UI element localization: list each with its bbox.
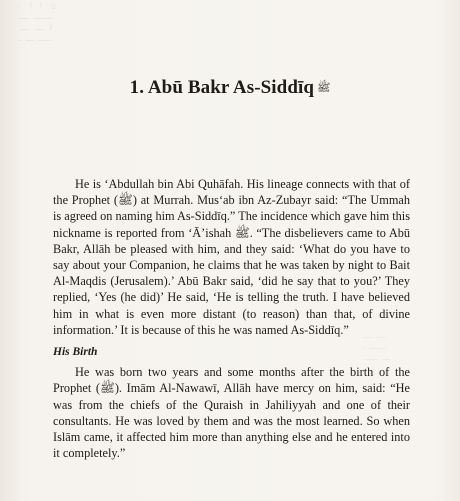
- intro-paragraph: He is ‘Abdullah bin Abi Quhāfah. His lineage connects with that of the Prophet (ﷺ) at Murrah. Mus‘ab ibn Az-Zubayr said: “The Ummah is agreed on naming him As-Siddīq.” The incidence which gave him this nickname is reported from ‘Ā’ishah ﷺ. “The disbelievers came to Abū Bakr, Allāh be pleased with him, and they said: ‘What do you have to say about your Companion, he claims that he was taken by night to Bait Al-Maqdis (Jerusalem).’ Abū Bakr said, ‘did he say that to you?’ They replied, ‘Yes (he did)’ He said, ‘He is telling the truth. I have believed him in what is even more distant (to reason) than that, of divine information.’ It is because of this he was named As-Siddīq.”: [53, 177, 410, 337]
- show-through-text-lower: ـــ ــــ ــــــ ـ ـــ ـــــ: [362, 330, 391, 362]
- chapter-title-text: 1. Abū Bakr As-Siddīq: [129, 77, 315, 98]
- page-body: [53, 176, 410, 461]
- honorific-mark: ﷺ: [317, 81, 331, 94]
- section-heading: His Birth: [53, 346, 98, 359]
- show-through-text: ۞ ﴾ ﴿ ۩ ـــــــ ــــ ﻻ ـــ ـــ ـــــ ـــ ـ: [16, 0, 57, 43]
- chapter-title: [0, 77, 460, 99]
- birth-paragraph: He was born two years and some months after the birth of the Prophet (ﷺ). Imām Al-Nawawī, Allāh have mercy on him, said: “He was from the chiefs of the Quraish in Jahiliyyah and one of their consultants. He was loved by them and was the most learned. So when Islām came, it affected him more than anything else and he entered into it completely.”: [53, 365, 410, 461]
